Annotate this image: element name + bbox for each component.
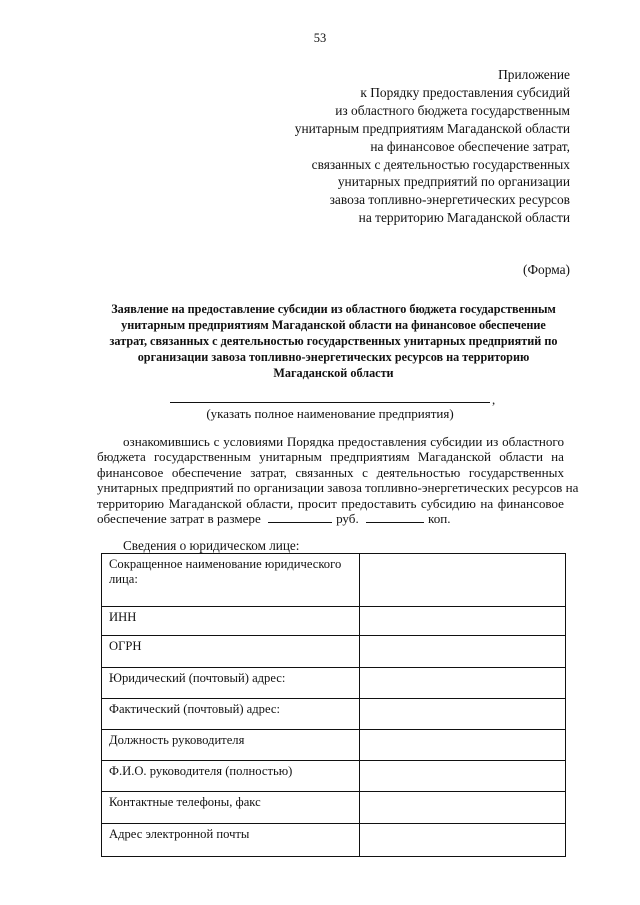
title-line: унитарным предприятиям Магаданской области на финансовое обеспечение (121, 318, 546, 332)
row-value-field[interactable] (360, 554, 566, 607)
row-label: Должность руководителя (102, 730, 360, 761)
body-line: ознакомившись с условиями Порядка предоставления субсидии из областного (123, 434, 564, 449)
table-row (102, 761, 566, 792)
enterprise-name-caption: (указать полное наименование предприятия) (206, 406, 454, 421)
row-value-field[interactable] (360, 607, 566, 636)
row-value-field[interactable] (360, 668, 566, 699)
row-label: ОГРН (102, 636, 360, 668)
title-line: Заявление на предоставление субсидии из областного бюджета государственным (111, 302, 556, 316)
table-row (102, 699, 566, 730)
title-line: затрат, связанных с деятельностью государственных унитарных предприятий по (109, 334, 558, 348)
table-row (102, 607, 566, 636)
appendix-line: к Порядку предоставления субсидий (360, 84, 570, 100)
row-value-field[interactable] (360, 824, 566, 857)
appendix-line: Приложение (498, 67, 570, 82)
kop-label: коп. (428, 510, 451, 526)
row-value-field[interactable] (360, 761, 566, 792)
body-line: финансовое обеспечение затрат, связанных с деятельностью государственных (97, 464, 564, 480)
row-label: ИНН (102, 607, 360, 636)
body-line: унитарных предприятий по организации завоза топливно-энергетических ресурсов на (97, 480, 579, 496)
appendix-line: на территорию Магаданской области (358, 210, 570, 226)
amount-prefix: обеспечение затрат в размере (97, 510, 261, 526)
row-value-field[interactable] (360, 699, 566, 730)
row-value-field[interactable] (360, 730, 566, 761)
row-label: Адрес электронной почты (102, 824, 360, 857)
page-number: 53 (313, 31, 327, 45)
appendix-line: связанных с деятельностью государственных (311, 156, 570, 172)
row-label: Сокращенное наименование юридического лица: (102, 554, 360, 607)
table-row (102, 668, 566, 699)
amount-rub-field[interactable] (268, 511, 332, 523)
rub-label: руб. (336, 510, 359, 526)
title-line: Магаданской области (273, 366, 394, 380)
appendix-line: на финансовое обеспечение затрат, (370, 138, 570, 154)
table-row (102, 792, 566, 824)
row-value-field[interactable] (360, 792, 566, 824)
amount-kop-field[interactable] (366, 511, 424, 523)
row-value-field[interactable] (360, 636, 566, 668)
appendix-line: унитарным предприятиям Магаданской области (294, 120, 570, 136)
document-title (96, 301, 571, 381)
table-row (102, 636, 566, 668)
enterprise-name-underline[interactable] (170, 402, 490, 403)
appendix-line: из областного бюджета государственным (335, 102, 570, 118)
row-label: Контактные телефоны, факс (102, 792, 360, 824)
enterprise-name-field[interactable] (170, 392, 500, 406)
row-label: Ф.И.О. руководителя (полностью) (102, 761, 360, 792)
enterprise-name-comma: , (492, 392, 496, 407)
table-row (102, 824, 566, 857)
table-row (102, 554, 566, 607)
table-caption: Сведения о юридическом лице: (123, 538, 300, 553)
appendix-header (240, 66, 570, 227)
table-row (102, 730, 566, 761)
form-label: (Форма) (522, 262, 570, 277)
body-line: территорию Магаданской области, просит предоставить субсидию на финансовое (97, 495, 564, 511)
amount-line (97, 511, 564, 526)
title-line: организации завоза топливно-энергетических ресурсов на территорию (137, 350, 530, 364)
row-label: Фактический (почтовый) адрес: (102, 699, 360, 730)
legal-entity-table (101, 553, 566, 857)
application-body (97, 434, 579, 526)
body-line: бюджета государственным унитарным предприятиям Магаданской области на (97, 449, 564, 465)
appendix-line: завоза топливно-энергетических ресурсов (329, 192, 570, 208)
row-label: Юридический (почтовый) адрес: (102, 668, 360, 699)
appendix-line: унитарных предприятий по организации (337, 174, 570, 190)
